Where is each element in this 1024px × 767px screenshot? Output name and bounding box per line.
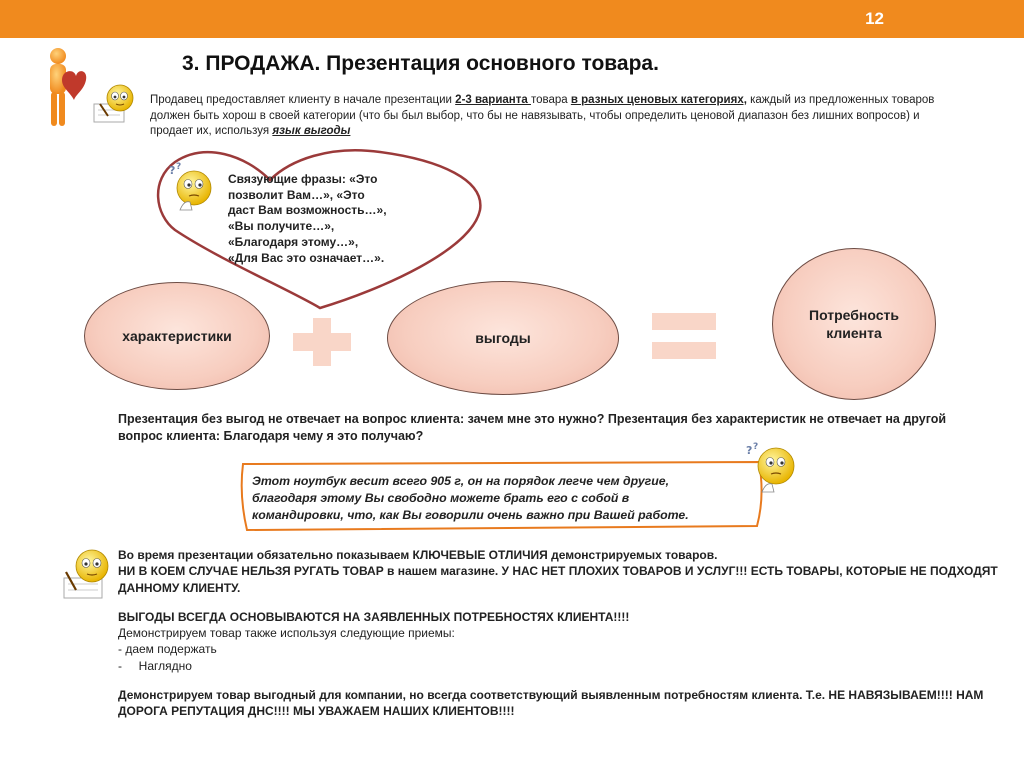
heart-figure-icon bbox=[40, 44, 88, 132]
thinking-smiley-icon bbox=[166, 160, 218, 218]
phrase-line: даст Вам возможность…», bbox=[228, 203, 387, 218]
svg-text:?: ? bbox=[746, 444, 753, 457]
writing-smiley-icon bbox=[58, 546, 114, 602]
linking-phrases bbox=[228, 172, 428, 266]
benefits-label: выгоды bbox=[475, 330, 531, 346]
example-line: благодаря этому Вы свободно можете брать его с собой в bbox=[252, 490, 630, 505]
presentation-note: Презентация без выгод не отвечает на вопрос клиента: зачем мне это нужно? Презентация без характеристик не отвечает на другой вопрос клиента: Благодаря чему я это получаю? bbox=[118, 412, 947, 443]
phrase-line: «Для Вас это означает…». bbox=[228, 250, 385, 265]
demo-methods-text: Демонстрируем товар также используя следующие приемы: bbox=[118, 626, 455, 641]
example-text bbox=[252, 473, 762, 523]
bottom-text-block bbox=[118, 547, 998, 720]
phrase-line: Связующие фразы: «Это bbox=[228, 172, 378, 186]
equals-sign-icon bbox=[652, 313, 716, 359]
client-need-circle bbox=[772, 248, 936, 400]
client-need-label-line2: клиента bbox=[826, 325, 882, 341]
example-line: Этот ноутбук весит всего 905 г, он на порядок легче чем другие, bbox=[252, 474, 670, 488]
plus-sign-icon bbox=[293, 318, 351, 366]
intro-text-2: товара bbox=[530, 94, 571, 106]
benefits-ellipse bbox=[387, 281, 619, 395]
demo-method-item: - Наглядно bbox=[118, 658, 192, 673]
phrase-line: позволит Вам…», «Это bbox=[228, 187, 365, 202]
benefits-rule-text: ВЫГОДЫ ВСЕГДА ОСНОВЫВАЮТСЯ НА ЗАЯВЛЕННЫХ ПОТРЕБНОСТЯХ КЛИЕНТА!!!! bbox=[118, 609, 630, 624]
reputation-text: Демонстрируем товар выгодный для компании, но всегда соответствующий выявленным потребностям клиента. Т.е. НЕ НАВЯЗЫВАЕМ!!!! НАМ ДОРОГА РЕПУТАЦИЯ ДНС!!!! МЫ УВАЖАЕМ НАШИХ КЛИЕНТОВ!!!! bbox=[118, 688, 984, 719]
page-number: 12 bbox=[865, 9, 884, 28]
no-bashing-text: НИ В КОЕМ СЛУЧАЕ НЕЛЬЗЯ РУГАТЬ ТОВАР в нашем магазине. У НАС НЕТ ПЛОХИХ ТОВАРОВ И УСЛУГ!!! ЕСТЬ ТОВАРЫ, КОТОРЫЕ НЕ ПОДХОДЯТ ДАННОМУ КЛИЕНТУ. bbox=[118, 564, 998, 595]
intro-highlight-price-categories: в разных ценовых категориях, bbox=[570, 94, 747, 106]
demo-method-item: - даем подержать bbox=[118, 642, 217, 657]
intro-paragraph bbox=[150, 93, 950, 140]
intro-highlight-benefit-language: язык выгоды bbox=[272, 125, 351, 137]
phrase-line: «Благодаря этому…», bbox=[228, 234, 359, 249]
intro-text-3: каждый из предложенных товаров должен быть хорош в своей категории (что бы был выбор, что бы не навязывать, чтобы определить ценовой диапазон без лишних вопросов) и продает их, используя bbox=[150, 94, 935, 137]
client-need-label-line1: Потребность bbox=[809, 307, 899, 323]
svg-text:?: ? bbox=[169, 164, 176, 177]
svg-text:?: ? bbox=[176, 162, 182, 172]
characteristics-ellipse bbox=[84, 282, 270, 390]
characteristics-label: характеристики bbox=[122, 328, 232, 344]
key-differences-text: Во время презентации обязательно показываем КЛЮЧЕВЫЕ ОТЛИЧИЯ демонстрируемых товаров. bbox=[118, 548, 718, 562]
example-line: командировки, что, как Вы говорили очень важно при Вашей работе. bbox=[252, 507, 689, 522]
intro-text-1: Продавец предоставляет клиенту в начале презентации bbox=[150, 94, 456, 106]
thinking-smiley-icon bbox=[744, 440, 802, 498]
phrase-line: «Вы получите…», bbox=[228, 219, 335, 234]
svg-text:?: ? bbox=[753, 442, 759, 452]
writing-smiley-icon bbox=[90, 82, 142, 124]
page-title: 3. ПРОДАЖА. Презентация основного товара. bbox=[182, 52, 659, 75]
intro-highlight-variants: 2-3 варианта bbox=[455, 94, 531, 106]
